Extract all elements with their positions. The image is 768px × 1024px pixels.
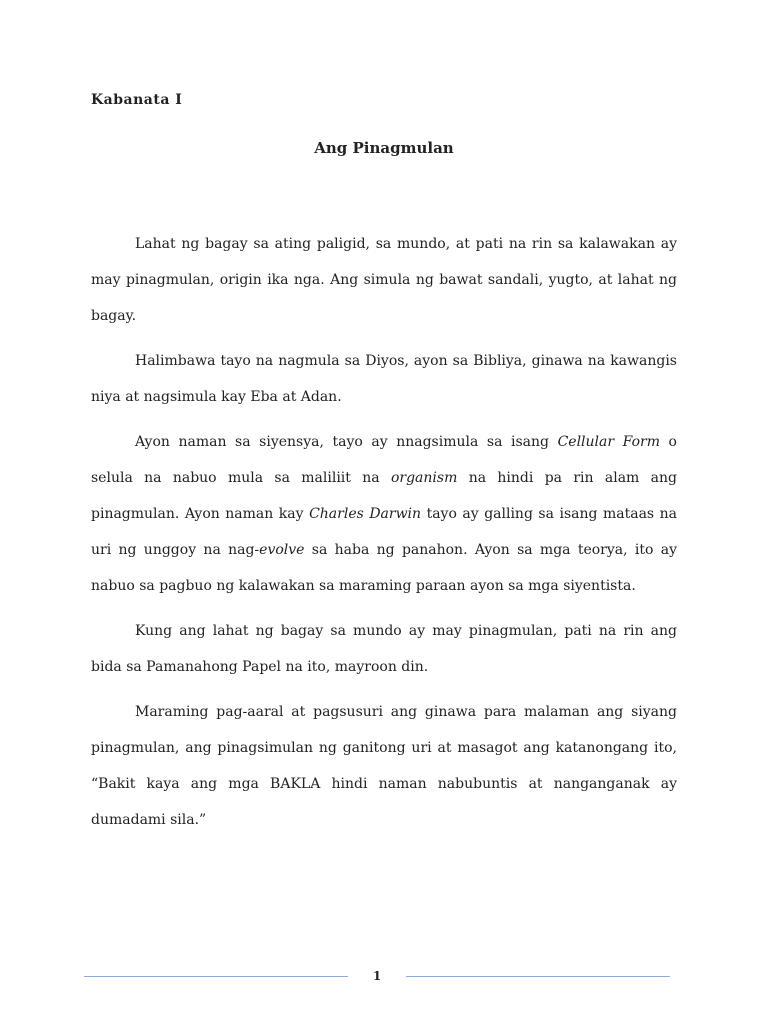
footer-rule-right <box>406 976 670 977</box>
paragraph-text: Maraming pag-aaral at pagsusuri ang ginawa para malaman ang siyang pinagmulan, ang pinagsimulan ng ganitong uri at masagot ang katanongang ito, “Bakit kaya ang mga BAKLA hindi naman nabubuntis at nanganganak ay dumadami sila.” <box>91 704 677 828</box>
paragraph-text: o selula na nabuo mula sa maliliit na <box>91 434 677 486</box>
italic-term: evolve <box>259 542 305 558</box>
paragraph-5 <box>91 694 677 838</box>
body-text <box>91 226 677 847</box>
paragraph-text: tayo ay galling sa isang mataas na uri ng unggoy na nag- <box>91 506 677 558</box>
page-number: 1 <box>372 969 382 983</box>
footer-rule-left <box>84 976 348 977</box>
paragraph-text: Lahat ng bagay sa ating paligid, sa mundo, at pati na rin sa kalawakan ay may pinagmulan, origin ika nga. Ang simula ng bawat sandali, yugto, at lahat ng bagay. <box>91 236 677 324</box>
paragraph-text: Halimbawa tayo na nagmula sa Diyos, ayon sa Bibliya, ginawa na kawangis niya at nagsimula kay Eba at Adan. <box>91 353 677 405</box>
italic-term: Cellular Form <box>557 434 660 450</box>
paragraph-text: na hindi pa rin alam ang pinagmulan. Ayon naman kay <box>91 470 677 522</box>
italic-term: Charles Darwin <box>309 506 422 522</box>
italic-term: organism <box>390 470 458 486</box>
document-title: Ang Pinagmulan <box>314 139 454 157</box>
paragraph-3 <box>91 424 677 604</box>
paragraph-1 <box>91 226 677 334</box>
paragraph-4 <box>91 613 677 685</box>
paragraph-text: sa haba ng panahon. Ayon sa mga teorya, ito ay nabuo sa pagbuo ng kalawakan sa maraming paraan ayon sa mga siyentista. <box>91 542 677 594</box>
chapter-heading: Kabanata I <box>91 92 183 108</box>
paragraph-text: Ayon naman sa siyensya, tayo ay nnagsimula sa isang <box>135 434 558 450</box>
paragraph-2 <box>91 343 677 415</box>
paragraph-text: Kung ang lahat ng bagay sa mundo ay may pinagmulan, pati na rin ang bida sa Pamanahong Papel na ito, mayroon din. <box>91 623 677 675</box>
